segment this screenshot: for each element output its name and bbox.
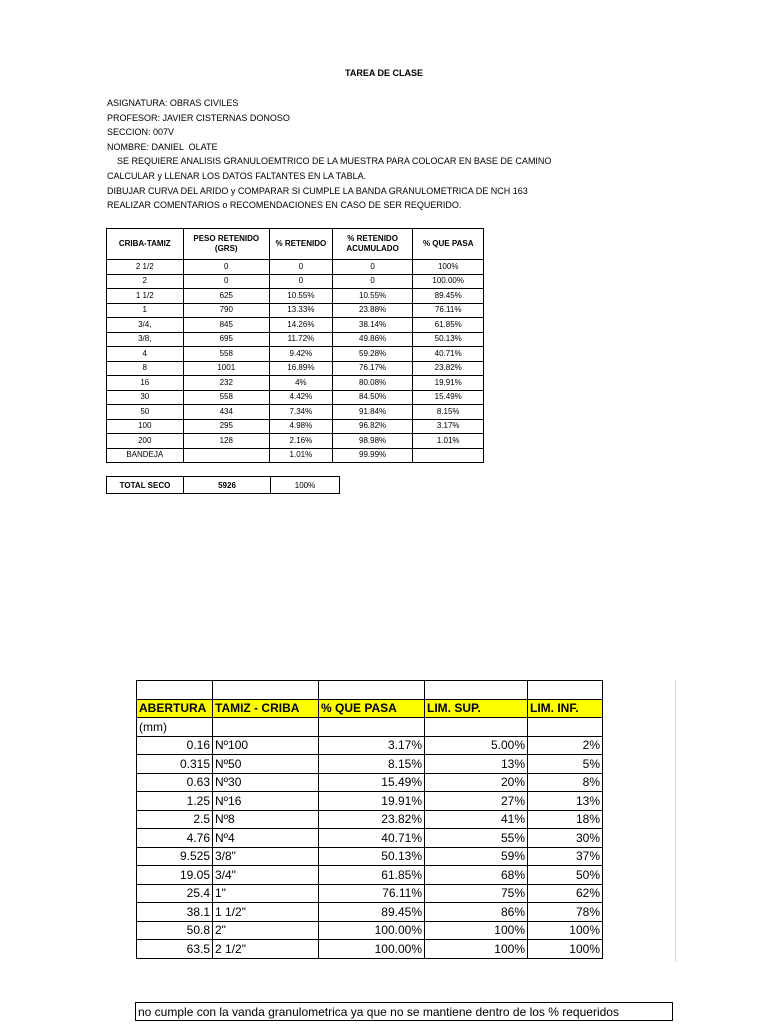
table-row bbox=[137, 847, 603, 866]
cell-criba-tamiz: BANDEJA bbox=[107, 448, 184, 463]
header-criba-tamiz: CRIBA-TAMIZ bbox=[107, 229, 184, 260]
cell-pct-retenido-acumulado: 84.50% bbox=[332, 390, 413, 405]
cell-tamiz-criba: 3/8" bbox=[213, 847, 319, 866]
cell-abertura: 0.16 bbox=[137, 736, 213, 755]
table-row bbox=[107, 347, 484, 362]
cell-peso-retenido: 232 bbox=[183, 376, 269, 391]
unit-label: (mm) bbox=[137, 718, 213, 737]
cell-pct-que-pasa: 1.01% bbox=[413, 434, 484, 449]
header-lim-sup: LIM. SUP. bbox=[425, 699, 528, 718]
cell-pct-retenido: 13.33% bbox=[270, 303, 333, 318]
cell-pct-que-pasa: 23.82% bbox=[413, 361, 484, 376]
band-header-row bbox=[137, 699, 603, 718]
cell-tamiz-criba: 2" bbox=[213, 921, 319, 940]
cell-pct-retenido: 1.01% bbox=[270, 448, 333, 463]
table-row bbox=[107, 376, 484, 391]
cell-criba-tamiz: 8 bbox=[107, 361, 184, 376]
cell-pct-retenido: 0 bbox=[270, 274, 333, 289]
table-row bbox=[107, 318, 484, 333]
cell-lim-sup: 59% bbox=[425, 847, 528, 866]
cell-que-pasa: 40.71% bbox=[319, 829, 425, 848]
cell-pct-que-pasa: 15.49% bbox=[413, 390, 484, 405]
assignment-info bbox=[107, 96, 551, 213]
cell-pct-que-pasa bbox=[413, 448, 484, 463]
cell-lim-inf: 37% bbox=[528, 847, 603, 866]
cell-lim-inf: 50% bbox=[528, 866, 603, 885]
cell-pct-retenido: 9.42% bbox=[270, 347, 333, 362]
table-row bbox=[137, 829, 603, 848]
cell-que-pasa: 100.00% bbox=[319, 921, 425, 940]
table-row bbox=[107, 434, 484, 449]
cell-tamiz-criba: Nº100 bbox=[213, 736, 319, 755]
cell-peso-retenido: 0 bbox=[183, 274, 269, 289]
table-row bbox=[137, 884, 603, 903]
cell-lim-inf: 8% bbox=[528, 773, 603, 792]
cell-lim-sup: 86% bbox=[425, 903, 528, 922]
cell-pct-retenido: 0 bbox=[270, 260, 333, 275]
info-line: DIBUJAR CURVA DEL ARIDO y COMPARAR SI CUMPLE LA BANDA GRANULOMETRICA DE NCH 163 bbox=[107, 185, 528, 196]
cell-criba-tamiz: 16 bbox=[107, 376, 184, 391]
cell-tamiz-criba: Nº30 bbox=[213, 773, 319, 792]
cell-abertura: 38.1 bbox=[137, 903, 213, 922]
cell-peso-retenido: 558 bbox=[183, 347, 269, 362]
cell-abertura: 25.4 bbox=[137, 884, 213, 903]
cell-criba-tamiz: 3/8, bbox=[107, 332, 184, 347]
cell-pct-retenido: 4.98% bbox=[270, 419, 333, 434]
cell-criba-tamiz: 4 bbox=[107, 347, 184, 362]
cell-pct-retenido-acumulado: 49.86% bbox=[332, 332, 413, 347]
table-row bbox=[107, 419, 484, 434]
cell-pct-que-pasa: 89.45% bbox=[413, 289, 484, 304]
table-row bbox=[137, 736, 603, 755]
cell-lim-sup: 68% bbox=[425, 866, 528, 885]
table-row bbox=[107, 332, 484, 347]
cell-peso-retenido bbox=[183, 448, 269, 463]
cell-pct-retenido-acumulado: 80.08% bbox=[332, 376, 413, 391]
table-row bbox=[107, 390, 484, 405]
header-pct-retenido-acumulado: % RETENIDO ACUMULADO bbox=[332, 229, 413, 260]
cell-pct-retenido: 16.89% bbox=[270, 361, 333, 376]
header-que-pasa: % QUE PASA bbox=[319, 699, 425, 718]
cell-tamiz-criba: 2 1/2" bbox=[213, 940, 319, 959]
total-percent: 100% bbox=[271, 477, 340, 494]
cell-peso-retenido: 295 bbox=[183, 419, 269, 434]
cell-pct-que-pasa: 61.85% bbox=[413, 318, 484, 333]
cell-tamiz-criba: 1 1/2" bbox=[213, 903, 319, 922]
cell-pct-retenido-acumulado: 38.14% bbox=[332, 318, 413, 333]
cell-lim-inf: 2% bbox=[528, 736, 603, 755]
cell-pct-retenido: 11.72% bbox=[270, 332, 333, 347]
cell-criba-tamiz: 2 1/2 bbox=[107, 260, 184, 275]
cell-pct-retenido: 4.42% bbox=[270, 390, 333, 405]
cell-peso-retenido: 695 bbox=[183, 332, 269, 347]
cell-abertura: 50.8 bbox=[137, 921, 213, 940]
cell-tamiz-criba: Nº4 bbox=[213, 829, 319, 848]
cell-que-pasa: 76.11% bbox=[319, 884, 425, 903]
cell-peso-retenido: 0 bbox=[183, 260, 269, 275]
cell-peso-retenido: 1001 bbox=[183, 361, 269, 376]
table-row bbox=[137, 792, 603, 811]
cell-que-pasa: 15.49% bbox=[319, 773, 425, 792]
cell-peso-retenido: 625 bbox=[183, 289, 269, 304]
cell-tamiz-criba: 3/4" bbox=[213, 866, 319, 885]
cell-criba-tamiz: 3/4, bbox=[107, 318, 184, 333]
cell-lim-inf: 30% bbox=[528, 829, 603, 848]
table-row bbox=[107, 448, 484, 463]
cell-abertura: 2.5 bbox=[137, 810, 213, 829]
cell-que-pasa: 100.00% bbox=[319, 940, 425, 959]
table-row bbox=[107, 405, 484, 420]
cell-que-pasa: 89.45% bbox=[319, 903, 425, 922]
cell-lim-sup: 27% bbox=[425, 792, 528, 811]
cell-pct-retenido-acumulado: 0 bbox=[332, 274, 413, 289]
cell-lim-inf: 18% bbox=[528, 810, 603, 829]
cell-pct-retenido: 4% bbox=[270, 376, 333, 391]
cell-pct-que-pasa: 50.13% bbox=[413, 332, 484, 347]
total-value: 5926 bbox=[184, 477, 271, 494]
cell-que-pasa: 23.82% bbox=[319, 810, 425, 829]
cell-abertura: 0.315 bbox=[137, 755, 213, 774]
header-abertura: ABERTURA bbox=[137, 699, 213, 718]
cell-tamiz-criba: 1" bbox=[213, 884, 319, 903]
header-lim-inf: LIM. INF. bbox=[528, 699, 603, 718]
cell-pct-retenido: 14.26% bbox=[270, 318, 333, 333]
header-pct-que-pasa: % QUE PASA bbox=[413, 229, 484, 260]
table-row bbox=[137, 903, 603, 922]
header-pct-retenido: % RETENIDO bbox=[270, 229, 333, 260]
cell-pct-que-pasa: 8.15% bbox=[413, 405, 484, 420]
cell-lim-sup: 41% bbox=[425, 810, 528, 829]
cell-lim-inf: 78% bbox=[528, 903, 603, 922]
cell-pct-retenido: 2.16% bbox=[270, 434, 333, 449]
table-row bbox=[107, 289, 484, 304]
cell-pct-retenido-acumulado: 10.55% bbox=[332, 289, 413, 304]
table-row bbox=[107, 303, 484, 318]
cell-pct-que-pasa: 3.17% bbox=[413, 419, 484, 434]
cell-pct-retenido-acumulado: 0 bbox=[332, 260, 413, 275]
info-line: REALIZAR COMENTARIOS o RECOMENDACIONES EN CASO DE SER REQUERIDO. bbox=[107, 200, 462, 211]
cell-pct-que-pasa: 40.71% bbox=[413, 347, 484, 362]
cell-pct-retenido-acumulado: 91.84% bbox=[332, 405, 413, 420]
sheet-gridline bbox=[675, 680, 676, 962]
cell-que-pasa: 50.13% bbox=[319, 847, 425, 866]
cell-pct-retenido-acumulado: 23.88% bbox=[332, 303, 413, 318]
table-row bbox=[137, 866, 603, 885]
table-row bbox=[137, 921, 603, 940]
table-row bbox=[137, 755, 603, 774]
cell-criba-tamiz: 50 bbox=[107, 405, 184, 420]
cell-criba-tamiz: 1 1/2 bbox=[107, 289, 184, 304]
cell-criba-tamiz: 200 bbox=[107, 434, 184, 449]
table-row bbox=[137, 773, 603, 792]
cell-criba-tamiz: 2 bbox=[107, 274, 184, 289]
cell-pct-retenido-acumulado: 59.28% bbox=[332, 347, 413, 362]
cell-peso-retenido: 790 bbox=[183, 303, 269, 318]
table-row bbox=[107, 260, 484, 275]
cell-pct-retenido-acumulado: 76.17% bbox=[332, 361, 413, 376]
cell-lim-sup: 13% bbox=[425, 755, 528, 774]
table-row bbox=[107, 274, 484, 289]
cell-que-pasa: 8.15% bbox=[319, 755, 425, 774]
cell-abertura: 0.63 bbox=[137, 773, 213, 792]
info-line: SECCION: 007V bbox=[107, 127, 175, 138]
cell-peso-retenido: 558 bbox=[183, 390, 269, 405]
cell-pct-que-pasa: 19.91% bbox=[413, 376, 484, 391]
blank-row bbox=[137, 681, 603, 700]
cell-tamiz-criba: Nº8 bbox=[213, 810, 319, 829]
cell-lim-inf: 5% bbox=[528, 755, 603, 774]
cell-lim-sup: 20% bbox=[425, 773, 528, 792]
cell-pct-retenido-acumulado: 96.82% bbox=[332, 419, 413, 434]
info-line: ASIGNATURA: OBRAS CIVILES bbox=[107, 98, 239, 108]
cell-lim-sup: 100% bbox=[425, 940, 528, 959]
cell-tamiz-criba: Nº16 bbox=[213, 792, 319, 811]
unit-row bbox=[137, 718, 603, 737]
cell-pct-retenido-acumulado: 99.99% bbox=[332, 448, 413, 463]
cell-lim-inf: 100% bbox=[528, 940, 603, 959]
cell-peso-retenido: 845 bbox=[183, 318, 269, 333]
cell-abertura: 9.525 bbox=[137, 847, 213, 866]
cell-que-pasa: 19.91% bbox=[319, 792, 425, 811]
cell-criba-tamiz: 100 bbox=[107, 419, 184, 434]
table-row bbox=[137, 810, 603, 829]
cell-lim-inf: 62% bbox=[528, 884, 603, 903]
cell-pct-retenido: 10.55% bbox=[270, 289, 333, 304]
band-comparison-table bbox=[136, 680, 603, 959]
total-row bbox=[107, 477, 340, 494]
cell-pct-que-pasa: 76.11% bbox=[413, 303, 484, 318]
cell-lim-sup: 5.00% bbox=[425, 736, 528, 755]
granulometry-table bbox=[106, 228, 484, 463]
cell-pct-retenido-acumulado: 98.98% bbox=[332, 434, 413, 449]
cell-tamiz-criba: Nº50 bbox=[213, 755, 319, 774]
cell-lim-inf: 13% bbox=[528, 792, 603, 811]
cell-pct-que-pasa: 100.00% bbox=[413, 274, 484, 289]
document-title: TAREA DE CLASE bbox=[344, 68, 423, 78]
info-line: SE REQUIERE ANALISIS GRANULOEMTRICO DE LA MUESTRA PARA COLOCAR EN BASE DE CAMINO bbox=[107, 156, 552, 167]
cell-lim-sup: 55% bbox=[425, 829, 528, 848]
cell-peso-retenido: 128 bbox=[183, 434, 269, 449]
cell-criba-tamiz: 30 bbox=[107, 390, 184, 405]
cell-que-pasa: 3.17% bbox=[319, 736, 425, 755]
cell-lim-sup: 100% bbox=[425, 921, 528, 940]
table-row bbox=[107, 361, 484, 376]
cell-pct-que-pasa: 100% bbox=[413, 260, 484, 275]
cell-criba-tamiz: 1 bbox=[107, 303, 184, 318]
cell-abertura: 19.05 bbox=[137, 866, 213, 885]
table-row bbox=[137, 940, 603, 959]
info-line: NOMBRE: DANIEL OLATE bbox=[107, 141, 218, 152]
cell-abertura: 4.76 bbox=[137, 829, 213, 848]
cell-pct-retenido: 7.34% bbox=[270, 405, 333, 420]
info-line: CALCULAR y LLENAR LOS DATOS FALTANTES EN LA TABLA. bbox=[107, 170, 367, 181]
total-seco-table bbox=[106, 476, 340, 494]
conclusion-note: no cumple con la vanda granulometrica ya que no se mantiene dentro de los % requeridos bbox=[135, 1002, 673, 1021]
granulometry-header-row bbox=[107, 229, 484, 260]
cell-lim-sup: 75% bbox=[425, 884, 528, 903]
header-peso-retenido: PESO RETENIDO (GRS) bbox=[183, 229, 269, 260]
cell-lim-inf: 100% bbox=[528, 921, 603, 940]
total-label: TOTAL SECO bbox=[107, 477, 184, 494]
cell-que-pasa: 61.85% bbox=[319, 866, 425, 885]
cell-peso-retenido: 434 bbox=[183, 405, 269, 420]
cell-abertura: 63.5 bbox=[137, 940, 213, 959]
header-tamiz-criba: TAMIZ - CRIBA bbox=[213, 699, 319, 718]
cell-abertura: 1.25 bbox=[137, 792, 213, 811]
info-line: PROFESOR: JAVIER CISTERNAS DONOSO bbox=[107, 112, 290, 123]
